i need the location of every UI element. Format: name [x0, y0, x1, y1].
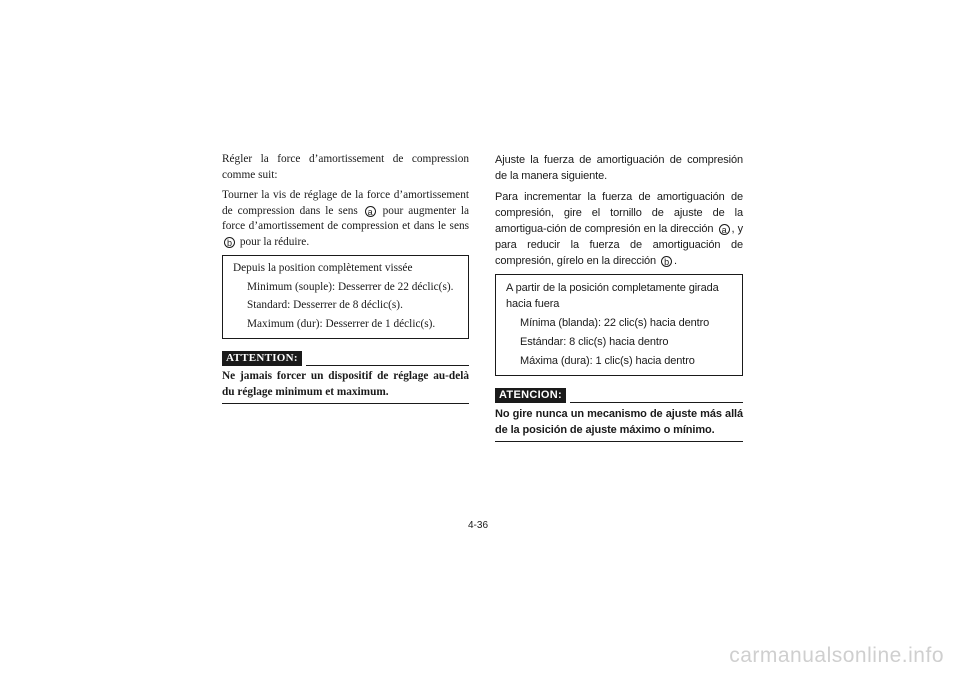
fr-setting-minimum: Minimum (souple): Desserrer de 22 déclic(s). [247, 280, 454, 293]
es-settings-box [495, 274, 743, 376]
direction-a-marker: a [719, 224, 730, 235]
fr-intro: Régler la force d’amortissement de compression comme suit: [222, 153, 469, 181]
fr-settings-box [222, 255, 469, 339]
fr-attention-rule [306, 365, 469, 366]
fr-setting-standard: Standard: Desserrer de 8 déclic(s). [247, 299, 403, 311]
fr-instruction: Tourner la vis de réglage de la force d’amortissement de compression dans le sens a pour augmenter la force d’amortissement de compression et dans le sens b pour la réduire. [222, 189, 469, 248]
es-attention-label: ATENCION: [495, 388, 566, 403]
french-column [222, 152, 469, 404]
es-setting-standard: Estándar: 8 clic(s) hacia dentro [520, 336, 669, 348]
direction-b-marker: b [224, 237, 235, 248]
es-box-heading: A partir de la posición completamente girada hacia fuera [506, 282, 719, 310]
page-number: 4-36 [468, 520, 489, 531]
direction-a-marker: a [365, 206, 376, 217]
es-instruction: Para incrementar la fuerza de amortiguación de compresión, gire el tornillo de ajuste de la amortigua-ción de compresión en la dirección a , y para reducir la fuerza de amortiguación de compresión, gírelo en la dirección b . [495, 191, 743, 267]
spanish-column [495, 152, 743, 442]
fr-setting-maximum: Maximum (dur): Desserrer de 1 déclic(s). [247, 317, 436, 330]
es-setting-maximum: Máxima (dura): 1 clic(s) hacia dentro [520, 355, 695, 367]
es-attention-header [495, 388, 743, 403]
fr-attention-header [222, 351, 469, 366]
fr-box-heading: Depuis la position complètement vissée [233, 262, 413, 274]
fr-attention-text: Ne jamais forcer un dispositif de réglage au-delà du réglage minimum et maximum. [222, 369, 469, 404]
es-attention-text: No gire nunca un mecanismo de ajuste más allá de la posición de ajuste máximo o mínimo. [495, 406, 743, 442]
fr-attention-label: ATTENTION: [222, 351, 302, 366]
es-setting-minimum: Mínima (blanda): 22 clic(s) hacia dentro [520, 317, 710, 329]
watermark: carmanualsonline.info [729, 644, 944, 667]
es-intro: Ajuste la fuerza de amortiguación de compresión de la manera siguiente. [495, 154, 743, 182]
es-attention-rule [570, 402, 743, 403]
direction-b-marker: b [661, 256, 672, 267]
